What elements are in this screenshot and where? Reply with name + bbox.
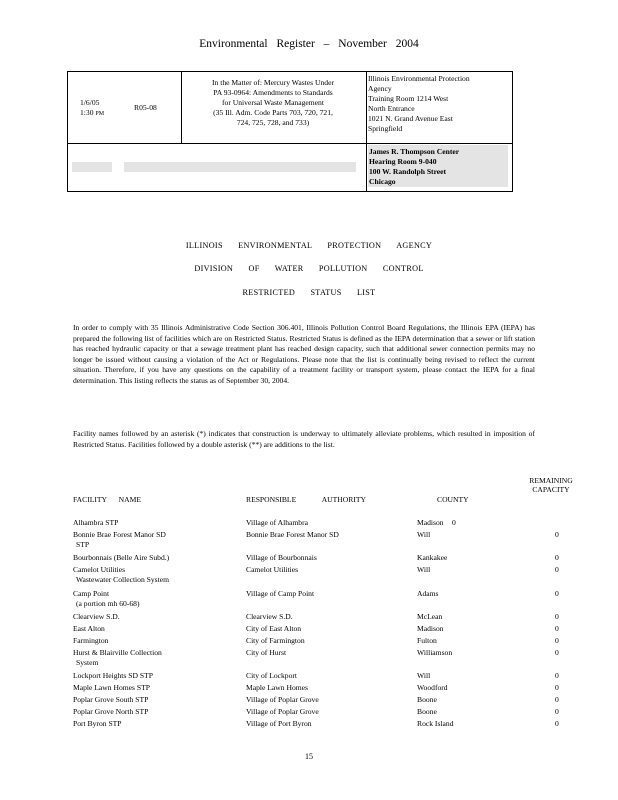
hearing-date-cell [80,98,104,119]
remaining-capacity: 0 [555,565,559,574]
location-line: Chicago [369,177,396,186]
matter-line: for Universal Waste Management [222,98,324,107]
county: Kankakee [417,553,448,562]
facility-name-continued: STP [76,540,90,549]
matter-description [185,78,361,128]
location-line: Agency [368,84,392,93]
responsible-authority: City of East Alton [246,624,302,633]
responsible-authority: City of Hurst [246,648,287,657]
second-hearing-location [369,147,509,187]
hearing-time-line [80,108,104,119]
responsible-authority: Village of Poplar Grove [246,707,319,716]
remaining-capacity: 0 [555,612,559,621]
docket-number: R05-08 [134,103,157,112]
table-divider [181,72,182,143]
location-line: North Entrance [368,104,415,113]
authority-column-header: RESPONSIBLE AUTHORITY [246,495,366,504]
responsible-authority: Village of Alhambra [246,518,308,527]
responsible-authority: Village of Camp Point [246,589,315,598]
matter-line: PA 93-0964: Amendments to Standards [213,88,333,97]
matter-line: In the Matter of: Mercury Wastes Under [212,78,334,87]
county: Woodford [417,683,448,692]
remaining-capacity: 0 [555,707,559,716]
remaining-capacity: 0 [555,589,559,598]
county: Adams [417,589,439,598]
matter-line: 724, 725, 728, and 733) [236,118,310,127]
remaining-capacity: 0 [555,671,559,680]
facility-name: Lockport Heights SD STP [73,671,153,680]
page-header: Environmental Register – November 2004 [199,38,419,50]
county: Will [417,530,431,539]
location-line: Hearing Room 9-040 [369,157,437,166]
county-column-header: COUNTY [437,495,469,504]
remaining-capacity: 0 [555,624,559,633]
responsible-authority: Bonnie Brae Forest Manor SD [246,530,339,539]
location-line: Illinois Environmental Protection [368,74,470,83]
responsible-authority: Village of Port Byron [246,719,312,728]
county: Fulton [417,636,437,645]
county: Boone [417,707,437,716]
hearing-table [67,71,513,192]
hearing-location [368,74,508,134]
responsible-authority: Maple Lawn Homes [246,683,308,692]
county: Will [417,565,431,574]
facility-column-header: FACILITY NAME [73,495,142,504]
remaining-capacity: 0 [452,518,456,527]
responsible-authority: City of Farmington [246,636,305,645]
facility-name: Poplar Grove South STP [73,695,149,704]
facility-name: Farmington [73,636,109,645]
responsible-authority: Village of Poplar Grove [246,695,319,704]
responsible-authority: Village of Bourbonnais [246,553,317,562]
county: Boone [417,695,437,704]
remaining-capacity: 0 [555,530,559,539]
table-divider [68,143,512,144]
responsible-authority: Clearview S.D. [246,612,293,621]
matter-line: (35 Ill. Adm. Code Parts 703, 720, 721, [213,108,333,117]
capacity-header-line: REMAINING [529,476,573,485]
facility-name: Alhambra STP [73,518,119,527]
responsible-authority: City of Lockport [246,671,298,680]
page-number: 15 [305,752,313,761]
facility-name: Poplar Grove North STP [73,707,149,716]
county: Rock Island [417,719,454,728]
location-line: 100 W. Randolph Street [369,167,447,176]
remaining-capacity: 0 [555,719,559,728]
location-line: Training Room 1214 West [368,94,449,103]
facility-name: East Alton [73,624,105,633]
location-line: Springfield [368,124,403,133]
responsible-authority: Camelot Utilities [246,565,299,574]
intro-paragraph: In order to comply with 35 Illinois Administrative Code Section 306.401, Illinois Pollution Control Board Regulations, the Illinois EPA (IEPA) has prepared the following list of facilities which are on Restricted Status. Restricted Status is defined as the IEPA determination that a sewer or lift station has reached hydraulic capacity or that a sewage treatment plant has reached design capacity, such that additional sewer connection permits may no longer be issued without causing a violation of the Act or Regulations. Please note that the list is continually being revised to reflect the current situation. Therefore, if you have any questions on the capability of a treatment facility or transport system, please contact the IEPA for a final determination. This listing reflects the status as of September 30, 2004. [73,323,535,385]
remaining-capacity: 0 [555,636,559,645]
capacity-header-line: CAPACITY [532,485,570,494]
facility-name: Camp Point [73,589,110,598]
county: McLean [417,612,443,621]
hearing-time: 1:30 [80,108,94,117]
facility-name: Camelot Utilities [73,565,126,574]
facility-name-continued: (a portion mh 60-68) [76,599,140,608]
facility-name-continued: Wastewater Collection System [76,575,170,584]
remaining-capacity: 0 [555,553,559,562]
list-title: RESTRICTED STATUS LIST [242,288,376,297]
county: Madison [417,624,444,633]
county: Williamson [417,648,453,657]
location-line: James R. Thompson Center [369,147,460,156]
facility-name: Hurst & Blairville Collection [73,648,162,657]
capacity-column-header [520,476,582,494]
facility-name: Port Byron STP [73,719,122,728]
facility-name: Bonnie Brae Forest Manor SD [73,530,166,539]
division-title: DIVISION OF WATER POLLUTION CONTROL [194,264,424,273]
county: Madison [417,518,444,527]
remaining-capacity: 0 [555,683,559,692]
table-divider [366,72,367,191]
location-line: 1021 N. Grand Avenue East [368,114,453,123]
remaining-capacity: 0 [555,648,559,657]
agency-title: ILLINOIS ENVIRONMENTAL PROTECTION AGENCY [185,241,433,250]
hearing-ampm: PM [95,111,105,117]
facility-name: Maple Lawn Homes STP [73,683,150,692]
facility-name: Bourbonnais (Belle Aire Subd.) [73,553,170,562]
redacted-matter-cell [124,162,356,172]
facility-name: Clearview S.D. [73,612,120,621]
redacted-date-cell [72,162,112,172]
facility-name-continued: System [76,658,99,667]
remaining-capacity: 0 [555,695,559,704]
county: Will [417,671,431,680]
hearing-date: 1/6/05 [80,98,100,107]
asterisk-note: Facility names followed by an asterisk (*) indicates that construction is underway to ultimately alleviate problems, which resulted in imposition of Restricted Status. Facilities followed by a double asterisk (**) are additions to the list. [73,429,535,449]
